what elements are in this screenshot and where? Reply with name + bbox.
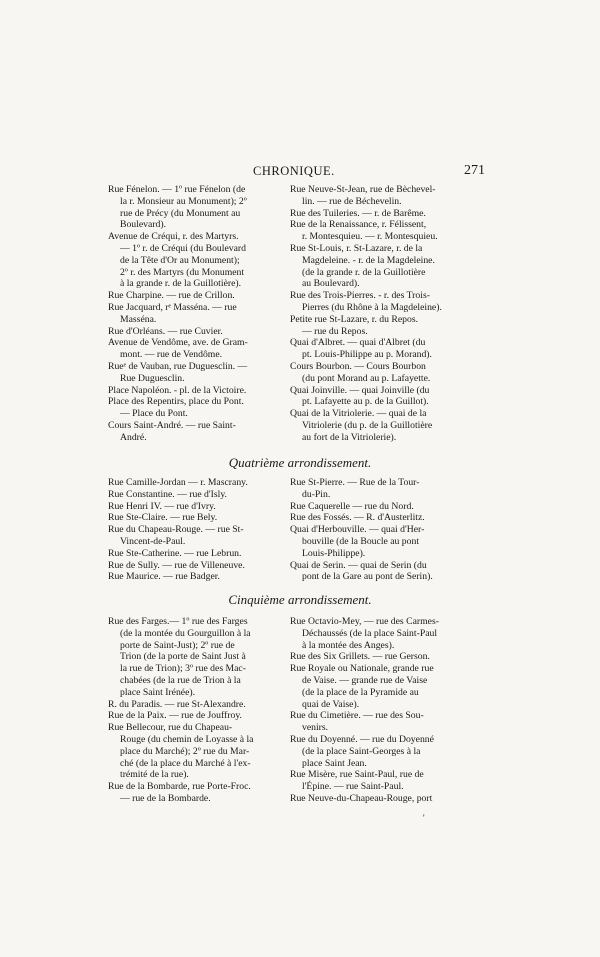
street-entry [108, 290, 288, 302]
street-entry [290, 616, 474, 651]
entry-continuation-line: pont de la Gare au pont de Serin). [302, 571, 433, 583]
entry-continuation-line: quai de Vaise). [302, 698, 360, 710]
entry-continuation-line: (de la grande r. de la Guillotière [302, 266, 426, 278]
street-entry [290, 184, 474, 208]
street-entry [108, 420, 288, 444]
street-entry [108, 361, 288, 385]
entry-continuation-line: — Place du Pont. [120, 408, 188, 420]
entry-continuation-line: l'Épine. — rue Saint-Paul. [302, 781, 404, 793]
street-entry [290, 793, 474, 805]
page-number: 271 [464, 163, 485, 178]
street-entry [290, 477, 474, 501]
entry-line: Rue Charpine. — rue de Crillon. [108, 290, 235, 302]
entry-line: Rue Fénelon. — 1º rue Fénelon (de [108, 184, 246, 195]
street-entry [290, 663, 474, 710]
entry-line: Rue des Farges.— 1º rue des Farges [108, 616, 248, 627]
entry-continuation-line: place du Marché); 2º rue du Mar- [120, 745, 250, 757]
entry-continuation-line: rue de Précy (du Monument au [120, 207, 241, 219]
entry-continuation-line: à la grande r. de la Guillotière). [120, 278, 242, 290]
entry-line: Quai de Serin. — quai de Serin (du [290, 559, 427, 571]
page-header [108, 164, 490, 182]
street-entry [290, 501, 474, 513]
street-entry [108, 548, 288, 560]
entry-line: Rue Neuve-St-Jean, rue de Bèchevel- [290, 184, 436, 195]
entry-line: Rue Neuve-du-Chapeau-Rouge, port [290, 792, 433, 804]
entry-continuation-line: au fort de la Vitriolerie). [302, 431, 397, 443]
street-entry [108, 184, 288, 231]
entry-continuation-line: (de la montée du Gourguillon à la [120, 627, 251, 639]
entry-continuation-line: pt. Lafayette au p. de la Guillot). [302, 396, 429, 408]
entry-line: Quai d'Albret. — quai d'Albret (du [290, 337, 426, 349]
entry-line: Avenue de Vendôme, ave. de Gram- [108, 337, 248, 349]
street-entry [108, 489, 288, 501]
entry-continuation-line: venirs. [302, 722, 329, 734]
entry-continuation-line: la r. Monsieur au Monument); 2º [120, 195, 247, 207]
entry-continuation-line: 2º r. des Martyrs (du Monument [120, 266, 245, 278]
street-entry [108, 385, 288, 397]
street-entry [290, 290, 474, 314]
street-entry [290, 512, 474, 524]
section-3-left-column [108, 616, 288, 805]
street-entry [108, 337, 288, 361]
entry-line: Rueᵉ de Vauban, rue Duguesclin. — [108, 360, 248, 372]
section-1-right-column [290, 184, 474, 444]
entry-continuation-line: Magdeleine. - r. de la Magdeleine. [302, 254, 435, 266]
street-entry [290, 208, 474, 220]
entry-line: Rue Ste-Claire. — rue Bely. [108, 512, 218, 524]
section-1-left-column [108, 184, 288, 444]
entry-continuation-line: Boulevard). [120, 219, 167, 231]
entry-continuation-line: chabées (de la rue de Trion à la [120, 674, 241, 686]
section-heading-quatrieme: Quatrième arrondissement. [228, 455, 372, 470]
entry-continuation-line: Rue Duguesclin. [120, 372, 185, 384]
entry-line: Rue d'Orléans. — rue Cuvier. [108, 325, 223, 337]
entry-continuation-line: au Boulevard). [302, 278, 360, 290]
entry-line: Avenue de Créqui, r. des Martyrs. [108, 231, 239, 243]
entry-continuation-line: Rouge (du chemin de Loyasse à la [120, 733, 254, 745]
entry-continuation-line: Déchaussés (de la place Saint-Paul [302, 627, 438, 639]
street-entry [108, 302, 288, 326]
street-entry [108, 722, 288, 781]
entry-line: Rue Ste-Catherine. — rue Lebrun. [108, 547, 242, 559]
entry-line: Quai Joinville. — quai Joinville (du [290, 384, 430, 396]
street-entry [108, 571, 288, 583]
street-entry [290, 314, 474, 338]
section-3-right-column [290, 616, 474, 805]
section-2-right-column [290, 477, 474, 583]
street-entry [290, 560, 474, 584]
street-entry [290, 361, 474, 385]
entry-line: Rue Bellecour, rue du Chapeau- [108, 722, 233, 734]
entry-continuation-line: (de la place de la Pyramide au [302, 686, 419, 698]
entry-line: Rue Camille-Jordan — r. Mascrany. [108, 477, 248, 488]
entry-line: Rue du Cimetière. — rue des Sou- [290, 710, 424, 722]
entry-continuation-line: porte de Saint-Just); 2º rue de [120, 639, 235, 651]
street-entry [108, 512, 288, 524]
entry-line: Rue de la Paix. — rue de Jouffroy. [108, 710, 242, 722]
entry-line: Cours Bourbon. — Cours Bourbon [290, 360, 426, 372]
entry-line: Rue Henri IV. — rue d'Ivry. [108, 500, 216, 512]
entry-continuation-line: mont. — rue de Vendôme. [120, 349, 223, 361]
street-entry [108, 710, 288, 722]
entry-continuation-line: trémité de la rue). [120, 769, 189, 781]
running-title: CHRONIQUE. [253, 164, 335, 178]
entry-continuation-line: de Vaise. — grande rue de Vaise [302, 674, 428, 686]
entry-continuation-line: Masséna. [120, 313, 157, 325]
entry-line: R. du Paradis. — rue St-Alexandre. [108, 698, 246, 710]
print-mark: ' [423, 813, 425, 823]
entry-line: Rue St-Pierre. — Rue de la Tour- [290, 477, 420, 488]
street-entry [290, 710, 474, 734]
entry-line: Rue Constantine. — rue d'Isly. [108, 488, 227, 500]
entry-line: Rue de la Bombarde, rue Porte-Froc. [108, 781, 251, 793]
section-heading-cinquieme: Cinquième arrondissement. [228, 592, 372, 607]
entry-continuation-line: à la montée des Anges). [302, 639, 395, 651]
entry-line: Rue Octavio-Mey, — rue des Carmes- [290, 616, 439, 627]
street-entry [108, 326, 288, 338]
street-entry [290, 385, 474, 409]
entry-continuation-line: — rue de la Bombarde. [120, 792, 211, 804]
entry-continuation-line: — rue du Repos. [302, 325, 368, 337]
entry-continuation-line: Pierres (du Rhône à la Magdeleine). [302, 301, 442, 313]
entry-line: Cours Saint-André. — rue Saint- [108, 419, 236, 431]
entry-continuation-line: place Saint Jean. [302, 757, 367, 769]
entry-line: Rue de la Renaissance, r. Félissent, [290, 219, 427, 231]
entry-line: Quai de la Vitriolerie. — quai de la [290, 408, 427, 420]
entry-continuation-line: André. [120, 431, 147, 443]
entry-line: Rue St-Louis, r. St-Lazare, r. de la [290, 242, 423, 254]
entry-continuation-line: de la Tête d'Or au Monument); [120, 254, 240, 266]
entry-line: Rue de Sully. — rue de Villeneuve. [108, 559, 245, 571]
entry-continuation-line: lin. — rue de Béchevelin. [302, 195, 402, 207]
street-entry [108, 616, 288, 699]
entry-continuation-line: r. Montesquieu. — r. Montesquieu. [302, 231, 438, 243]
entry-line: Rue du Doyenné. — rue du Doyenné [290, 733, 434, 745]
entry-line: Rue des Fossés. — R. d'Austerlitz. [290, 512, 425, 524]
street-entry [108, 231, 288, 290]
entry-continuation-line: (du pont Morand au p. Lafayette. [302, 372, 431, 384]
street-entry [290, 769, 474, 793]
street-entry [108, 781, 288, 805]
entry-line: Rue Maurice. — rue Badger. [108, 571, 220, 583]
entry-continuation-line: pt. Louis-Philippe au p. Morand). [302, 349, 432, 361]
street-entry [290, 734, 474, 769]
entry-continuation-line: place Saint Irénée). [120, 686, 196, 698]
entry-continuation-line: ché (de la place du Marché à l'ex- [120, 757, 251, 769]
street-entry [108, 524, 288, 548]
entry-line: Place des Repentirs, place du Pont. [108, 396, 244, 408]
entry-continuation-line: Vincent-de-Paul. [120, 535, 186, 547]
section-2-left-column [108, 477, 288, 583]
entry-continuation-line: du-Pin. [302, 488, 331, 500]
entry-continuation-line: — 1º r. de Créqui (du Boulevard [120, 242, 246, 254]
entry-line: Place Napoléon. - pl. de la Victoire. [108, 384, 247, 396]
entry-line: Rue Jacquard, rᵉ Masséna. — rue [108, 301, 237, 313]
entry-line: Rue Royale ou Nationale, grande rue [290, 663, 434, 675]
street-entry [290, 524, 474, 559]
street-entry [290, 243, 474, 290]
street-entry [108, 560, 288, 572]
entry-line: Rue Misère, rue Saint-Paul, rue de [290, 769, 424, 781]
street-entry [108, 501, 288, 513]
street-entry [290, 408, 474, 443]
entry-continuation-line: bouville (de la Boucle au pont [302, 535, 420, 547]
street-entry [108, 396, 288, 420]
entry-continuation-line: (de la place Saint-Georges à la [302, 745, 421, 757]
entry-continuation-line: la rue de Trion); 3º rue des Mac- [120, 663, 246, 675]
entry-line: Petite rue St-Lazare, r. du Repos. [290, 313, 419, 325]
entry-line: Rue des Tuileries. — r. de Barême. [290, 207, 426, 219]
entry-line: Rue du Chapeau-Rouge. — rue St- [108, 524, 244, 536]
street-entry [290, 219, 474, 243]
street-entry [290, 337, 474, 361]
entry-continuation-line: Vitriolerie (du p. de la Guillotière [302, 419, 433, 431]
entry-line: Rue des Trois-Pierres. - r. des Trois- [290, 290, 430, 302]
street-entry [108, 477, 288, 489]
entry-line: Rue des Six Grillets. — rue Gerson. [290, 651, 430, 663]
entry-line: Quai d'Herbouville. — quai d'Her- [290, 524, 425, 536]
entry-continuation-line: Trion (de la porte de Saint Just à [120, 651, 246, 663]
street-entry [290, 651, 474, 663]
street-entry [108, 699, 288, 711]
entry-line: Rue Caquerelle — rue du Nord. [290, 500, 414, 512]
entry-continuation-line: Louis-Philippe). [302, 547, 366, 559]
